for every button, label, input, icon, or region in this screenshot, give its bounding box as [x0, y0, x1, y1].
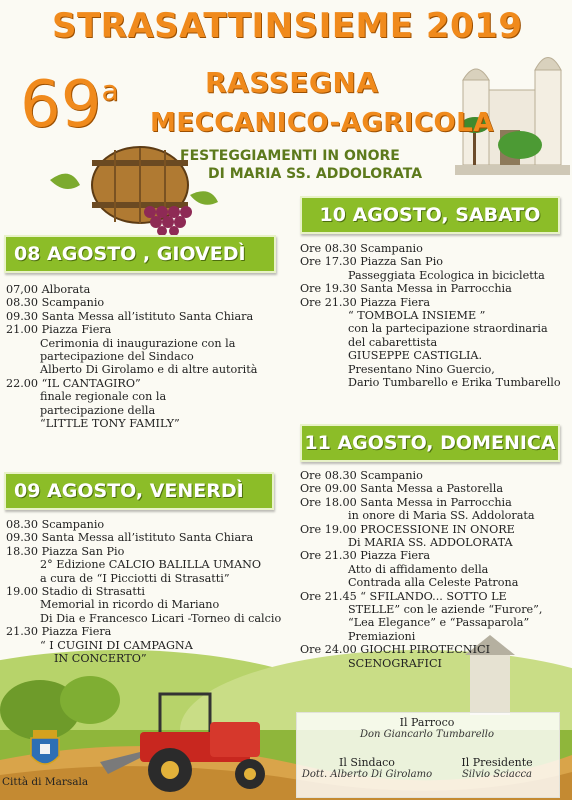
schedule-line: Alberto Di Girolamo e di altre autorità [40, 363, 258, 377]
schedule-line: a cura de “I Picciotti di Strasatti” [40, 571, 230, 585]
schedule-line: SCENOGRAFICI [348, 656, 442, 670]
sindaco-name: Dott. Alberto Di Girolamo [301, 769, 433, 780]
marsala-coat-of-arms-icon [28, 730, 62, 772]
edition-number-value: 69 [20, 68, 102, 142]
schedule-line: Cerimonia di inaugurazione con la [40, 336, 236, 350]
schedule-line: 19.00 Stadio di Strasatti [6, 585, 145, 599]
sindaco-signature [300, 756, 434, 780]
schedule-line: “Lea Elegance” e “Passaparola” [348, 616, 530, 630]
day-banner-08-label: 08 AGOSTO , GIOVEDÌ [14, 243, 246, 265]
presidente-name: Silvio Sciacca [461, 769, 533, 780]
schedule-line: STELLE” con le aziende “Furore”, [348, 603, 543, 617]
schedule-08-agosto [6, 283, 257, 430]
parroco-title: Il Parroco [399, 716, 455, 729]
schedule-line: Ore 08.30 Scampanio [300, 242, 423, 255]
edition-number [20, 68, 119, 142]
presidente-signature [440, 756, 554, 780]
festeggiamenti-line: FESTEGGIAMENTI IN ONORE [180, 148, 400, 164]
schedule-line: Di Dia e Francesco Licari -Torneo di calcio [40, 611, 282, 625]
day-banner-11-agosto [300, 424, 560, 462]
schedule-line: partecipazione della [40, 403, 156, 417]
schedule-line: 22.00 “IL CANTAGIRO” [6, 376, 141, 390]
schedule-line: del cabarettista [348, 335, 438, 349]
parroco-signature [300, 716, 554, 740]
edition-number-suffix: a [101, 74, 119, 107]
schedule-line: partecipazione del Sindaco [40, 350, 194, 364]
schedule-line: Ore 17.30 Piazza San Pio [300, 255, 444, 269]
schedule-line: Premiazioni [348, 629, 416, 643]
schedule-line: 21.00 Piazza Fiera [6, 323, 112, 337]
schedule-line: Contrada alla Celeste Patrona [348, 576, 519, 590]
schedule-line: Ore 09.00 Santa Messa a Pastorella [300, 482, 504, 496]
schedule-line: in onore di Maria SS. Addolorata [348, 509, 535, 523]
schedule-line: 08.30 Scampanio [6, 518, 105, 531]
schedule-line: GIUSEPPE CASTIGLIA. [348, 349, 482, 363]
schedule-line: Ore 24.00 GIOCHI PIROTECNICI [300, 643, 491, 657]
presidente-title: Il Presidente [461, 756, 533, 769]
day-banner-10-label: 10 AGOSTO, SABATO [319, 204, 541, 226]
schedule-line: 21.30 Piazza Fiera [6, 625, 112, 639]
schedule-line: “ TOMBOLA INSIEME ” [348, 309, 486, 323]
schedule-line: Ore 19.00 PROCESSIONE IN ONORE [300, 522, 515, 536]
schedule-line: 09.30 Santa Messa all’istituto Santa Chiara [6, 531, 254, 545]
day-banner-11-label: 11 AGOSTO, DOMENICA [304, 432, 556, 454]
schedule-line: Ore 19.30 Santa Messa in Parrocchia [300, 282, 512, 296]
schedule-line: Atto di affidamento della [348, 562, 489, 576]
schedule-line: Ore 21.30 Piazza Fiera [300, 549, 431, 563]
schedule-line: finale regionale con la [40, 390, 167, 404]
maria-addolorata-line: DI MARIA SS. ADDOLORATA [208, 166, 423, 182]
day-banner-09-label: 09 AGOSTO, VENERDÌ [14, 480, 244, 502]
schedule-09-agosto [6, 518, 281, 665]
schedule-line: 07,00 Alborata [6, 283, 91, 296]
day-banner-10-agosto [300, 196, 560, 234]
day-banner-09-agosto [4, 472, 274, 510]
schedule-line: Ore 21.45 “ SFILANDO... SOTTO LE [300, 589, 507, 603]
day-banner-08-agosto [4, 235, 276, 273]
schedule-line: con la partecipazione straordinaria [348, 322, 548, 336]
schedule-11-agosto [300, 469, 542, 670]
schedule-line: “LITTLE TONY FAMILY” [40, 417, 180, 431]
rassegna-heading: RASSEGNA [205, 66, 379, 99]
schedule-line: IN CONCERTO” [54, 652, 147, 666]
schedule-line: 2° Edizione CALCIO BALILLA UMANO [40, 558, 262, 572]
schedule-line: “ I CUGINI DI CAMPAGNA [40, 638, 193, 652]
schedule-line: 09.30 Santa Messa all’istituto Santa Chiara [6, 309, 254, 323]
festival-title: STRASATTINSIEME 2019 [52, 6, 523, 46]
schedule-line: Presentano Nino Guercio, [348, 362, 495, 376]
schedule-line: Di MARIA SS. ADDOLORATA [348, 536, 513, 550]
schedule-line: 18.30 Piazza San Pio [6, 544, 125, 558]
parroco-name: Don Giancarlo Tumbarello [359, 729, 495, 740]
meccanico-agricola-heading: MECCANICO-AGRICOLA [150, 108, 494, 138]
schedule-line: Ore 08.30 Scampanio [300, 469, 423, 482]
city-label: Città di Marsala [2, 776, 89, 788]
schedule-line: Memorial in ricordo di Mariano [40, 598, 220, 612]
tractor-illustration [100, 682, 300, 794]
schedule-10-agosto [300, 242, 561, 389]
schedule-line: Ore 21.30 Piazza Fiera [300, 295, 431, 309]
schedule-line: 08.30 Scampanio [6, 296, 105, 310]
schedule-line: Dario Tumbarello e Erika Tumbarello [348, 376, 561, 390]
sindaco-title: Il Sindaco [339, 756, 395, 769]
schedule-line: Passeggiata Ecologica in bicicletta [348, 268, 545, 282]
schedule-line: Ore 18.00 Santa Messa in Parrocchia [300, 495, 512, 509]
